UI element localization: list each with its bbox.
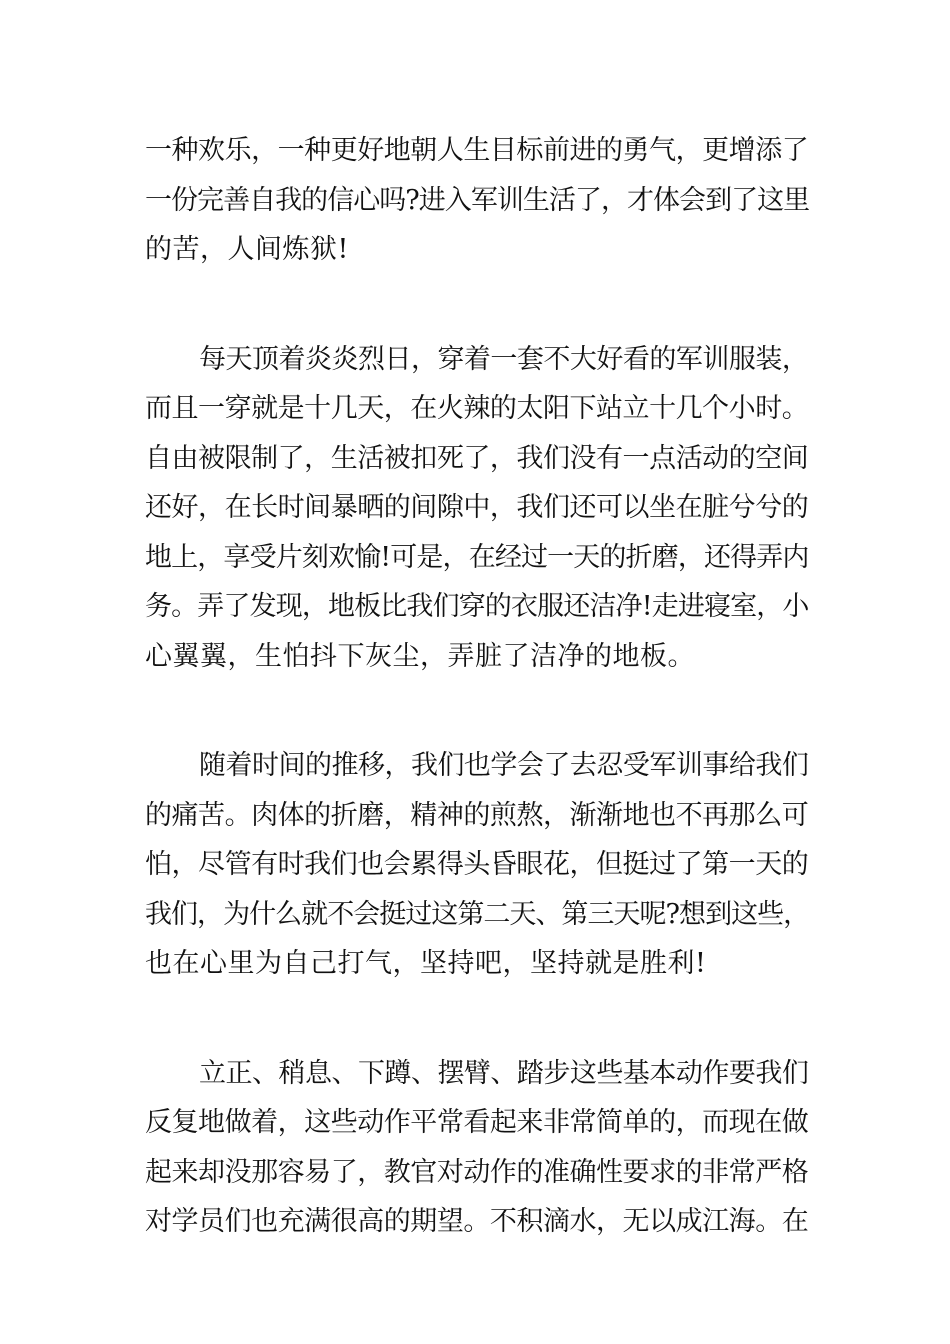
paragraph-1: [145, 126, 810, 275]
paragraph-line: 怕，尽管有时我们也会累得头昏眼花，但挺过了第一天的: [145, 849, 809, 880]
paragraph-line: 反复地做着，这些动作平常看起来非常简单的，而现在做: [145, 1107, 809, 1138]
paragraph-line: 的痛苦。肉体的折磨，精神的煎熬，渐渐地也不再那么可: [145, 799, 809, 831]
paragraph-line: 务。弄了发现，地板比我们穿的衣服还洁净!走进寝室，小: [145, 591, 809, 622]
document-body: [145, 126, 810, 1247]
paragraph-line: 也在心里为自己打气，坚持吧，坚持就是胜利!: [145, 948, 707, 979]
paragraph-3: [145, 741, 810, 989]
paragraph-gap: [145, 275, 810, 335]
paragraph-line: 一种欢乐，一种更好地朝人生目标前进的勇气，更增添了: [145, 135, 809, 166]
paragraph-line: 一份完善自我的信心吗?进入军训生活了，才体会到了这里: [145, 184, 810, 216]
paragraph-line: 心翼翼，生怕抖下灰尘，弄脏了洁净的地板。: [145, 640, 695, 672]
paragraph-line: 每天顶着炎炎烈日，穿着一套不大好看的军训服装，: [199, 343, 809, 375]
paragraph-line: 还好，在长时间暴晒的间隙中，我们还可以坐在脏兮兮的: [145, 492, 809, 523]
paragraph-line: 地上，享受片刻欢愉!可是，在经过一天的折磨，还得弄内: [145, 541, 809, 573]
paragraph-line: 我们，为什么就不会挺过这第二天、第三天呢?想到这些，: [145, 898, 810, 930]
paragraph-line: 立正、稍息、下蹲、摆臂、踏步这些基本动作要我们: [199, 1057, 809, 1089]
paragraph-line: 自由被限制了，生活被扣死了，我们没有一点活动的空间: [145, 442, 809, 474]
paragraph-line: 的苦，人间炼狱!: [145, 234, 349, 265]
paragraph-gap: [145, 681, 810, 741]
paragraph-gap: [145, 989, 810, 1049]
paragraph-line: 而且一穿就是十几天，在火辣的太阳下站立十几个小时。: [145, 393, 809, 424]
paragraph-line: 对学员们也充满很高的期望。不积滴水，无以成江海。在: [145, 1206, 809, 1237]
paragraph-4: [145, 1049, 810, 1247]
paragraph-2: [145, 335, 810, 682]
paragraph-line: 随着时间的推移，我们也学会了去忍受军训事给我们: [199, 750, 809, 781]
paragraph-line: 起来却没那容易了，教官对动作的准确性要求的非常严格: [145, 1156, 809, 1188]
